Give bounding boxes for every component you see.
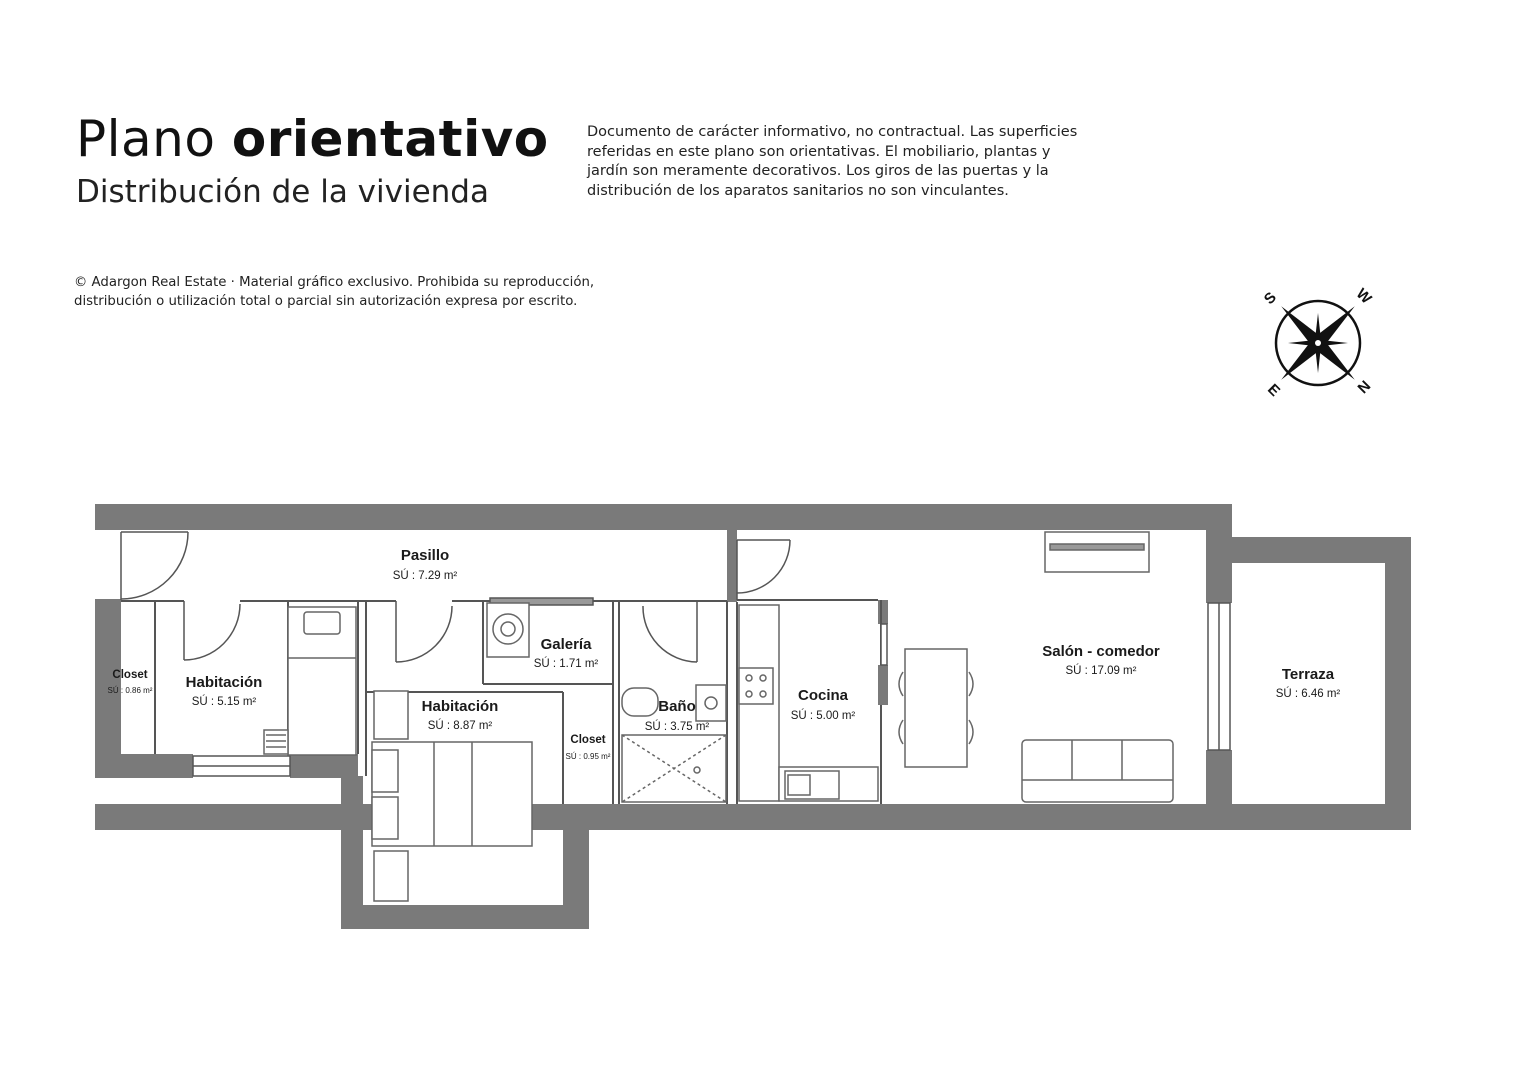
room-name-habitacion-1: Habitación xyxy=(185,674,263,691)
room-area-galeria: SÚ : 1.71 m² xyxy=(533,658,599,670)
sofa xyxy=(1022,740,1173,802)
room-name-bano: Baño xyxy=(658,698,696,715)
room-area-terraza: SÚ : 6.46 m² xyxy=(1275,688,1341,700)
room-name-closet-1: Closet xyxy=(112,669,148,681)
compass-label-s: S xyxy=(1260,288,1280,308)
desk xyxy=(264,730,288,754)
toilet xyxy=(622,688,658,716)
room-area-closet-2: SÚ : 0.95 m² xyxy=(565,752,611,761)
room-name-cocina: Cocina xyxy=(797,687,849,704)
room-area-closet-1: SÚ : 0.86 m² xyxy=(107,686,153,695)
furniture xyxy=(264,532,1173,901)
room-area-habitacion-2: SÚ : 8.87 m² xyxy=(427,720,493,732)
compass-label-e: E xyxy=(1264,380,1284,400)
room-name-salon: Salón - comedor xyxy=(1042,643,1160,660)
nightstand xyxy=(374,691,408,739)
room-name-pasillo: Pasillo xyxy=(400,547,450,564)
disclaimer-text: Documento de carácter informativo, no contractual. Las superficies referidas en este plano son orientativas. El mobiliario, plantas y jardín son meramente decorativos. Los giros de las puertas y la distribución de los aparatos sanitarios no son vinculantes. xyxy=(587,124,1078,199)
copyright-notice: © Adargon Real Estate · Material gráfico exclusivo. Prohibida su reproducción, distribución o utilización total o parcial sin autorización expresa por escrito. xyxy=(74,275,595,309)
room-name-galeria: Galería xyxy=(540,636,592,653)
room-area-salon: SÚ : 17.09 m² xyxy=(1065,665,1137,677)
room-name-habitacion-2: Habitación xyxy=(421,698,499,715)
page-subtitle: Distribución de la vivienda xyxy=(76,174,489,210)
compass-label-w: W xyxy=(1352,285,1375,308)
cooktop xyxy=(739,668,773,704)
dining-table xyxy=(905,649,967,767)
room-area-habitacion-1: SÚ : 5.15 m² xyxy=(191,696,257,708)
title-bold: orientativo xyxy=(231,110,549,168)
compass-label-n: N xyxy=(1354,377,1375,398)
room-area-bano: SÚ : 3.75 m² xyxy=(644,721,710,733)
room-name-closet-2: Closet xyxy=(570,734,606,746)
door-swings xyxy=(121,532,790,662)
tv-unit xyxy=(1045,532,1149,572)
room-name-terraza: Terraza xyxy=(1281,666,1335,683)
title-light: Plano xyxy=(76,110,216,168)
room-area-cocina: SÚ : 5.00 m² xyxy=(790,710,856,722)
room-area-pasillo: SÚ : 7.29 m² xyxy=(392,570,458,582)
nightstand xyxy=(374,851,408,901)
